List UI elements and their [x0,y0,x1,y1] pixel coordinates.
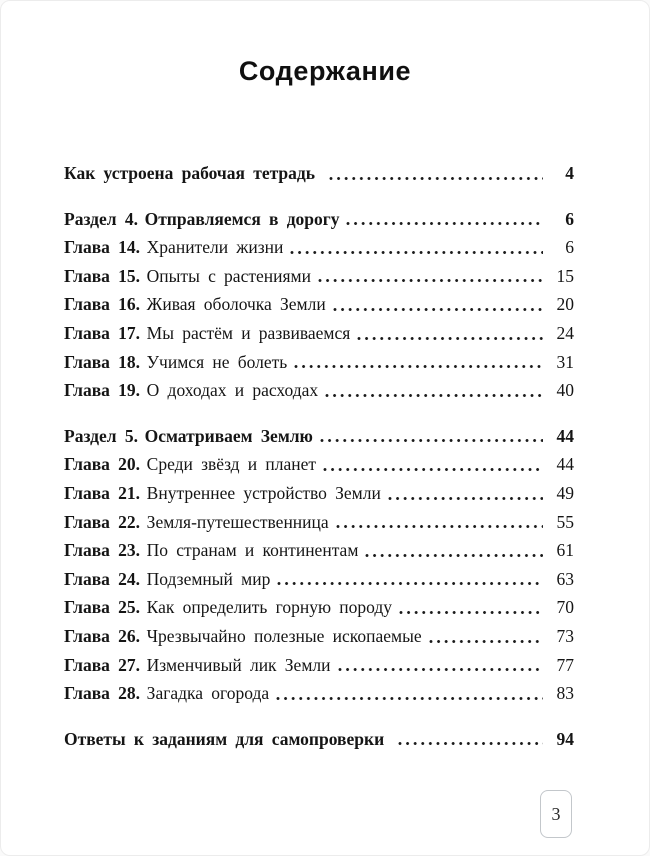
toc-entry-label: Раздел 4. [64,208,138,229]
toc-entry-page: 31 [556,351,574,372]
toc-entry-label: Глава 19. [64,380,141,401]
toc-entry-page: 6 [565,237,574,258]
toc-entry-page: 6 [565,208,574,229]
page-number-box [540,790,572,838]
toc-entry-label: Глава 18. [64,351,141,372]
toc-entry-title: Отправляемся в дорогу [144,208,340,229]
toc-entry [64,376,574,405]
toc-entry [64,348,574,377]
dot-leader [333,307,543,312]
toc-entry [64,508,574,537]
toc-entry-label: Глава 27. [64,654,141,675]
toc-entry-page: 73 [556,625,574,646]
toc-entry [64,536,574,565]
dot-leader [398,741,543,746]
toc-entry-title: Чрезвычайно полезные ископаемые [146,625,422,646]
dot-leader [329,176,543,181]
toc-entry-page: 77 [556,654,574,675]
toc-entry-title: Живая оболочка Земли [146,294,326,315]
dot-leader [320,438,543,443]
toc-entry-title: Как определить горную породу [146,597,393,618]
toc-entry-title: Подземный мир [146,568,271,589]
toc-entry-title: Опыты с растениями [146,265,311,286]
toc-entry [64,622,574,651]
page-number: 3 [551,803,561,824]
dot-leader [290,250,543,255]
toc-entry-page: 83 [556,683,574,704]
toc-entry [64,422,574,451]
toc-entry-title: Изменчивый лик Земли [146,654,331,675]
dot-leader [325,393,543,398]
toc-entry [64,205,574,234]
toc-entry-page: 63 [556,568,574,589]
dot-leader [338,667,544,672]
toc-entry-title: Среди звёзд и планет [146,454,317,475]
toc-entry-page: 61 [556,540,574,561]
toc-entry [64,679,574,708]
toc-entry [64,233,574,262]
dot-leader [357,336,543,341]
dot-leader [365,553,543,558]
toc-entry [64,479,574,508]
toc-entry-label: Глава 20. [64,454,141,475]
toc-entry [64,593,574,622]
dot-leader [388,496,543,501]
toc-entry-label: Глава 21. [64,482,141,503]
dot-leader [318,278,543,283]
dot-leader [336,524,543,529]
toc-entry-title: Хранители жизни [146,237,284,258]
toc-entry-page: 20 [556,294,574,315]
toc-entry [64,450,574,479]
toc-entry-page: 4 [565,163,574,183]
toc-entry-label: Глава 26. [64,625,141,646]
toc-entry-label: Глава 23. [64,540,141,561]
toc-entry-title: Учимся не болеть [146,351,288,372]
dot-leader [277,581,543,586]
toc-entry [64,262,574,291]
toc-entry-page: 44 [556,425,574,446]
toc-entry-label: Ответы к заданиям для самопроверки [64,728,385,749]
toc-entry-page: 44 [556,454,574,475]
table-of-contents [64,159,574,753]
toc-entry-title: Мы растём и развиваемся [146,322,351,343]
toc-entry-label: Глава 22. [64,511,141,532]
toc-entry-title: Земля-путешественница [146,511,329,532]
toc-entry-label: Раздел 5. [64,425,138,446]
toc-entry-title: О доходах и расходах [146,380,319,401]
toc-entry [64,159,574,188]
toc-entry-page: 70 [556,597,574,618]
dot-leader [323,467,543,472]
toc-entry-page: 15 [556,265,574,286]
toc-entry-page: 94 [556,728,574,749]
toc-entry-page: 24 [556,322,574,343]
toc-entry-label: Глава 16. [64,294,141,315]
dot-leader [276,696,543,701]
toc-entry [64,290,574,319]
toc-entry-label: Глава 28. [64,683,141,704]
toc-entry [64,651,574,680]
toc-entry [64,565,574,594]
toc-entry-label: Глава 25. [64,597,141,618]
toc-entry-title: Осматриваем Землю [144,425,313,446]
toc-entry-page: 49 [556,482,574,503]
dot-leader [429,639,543,644]
dot-leader [346,221,543,226]
toc-entry-title: По странам и континентам [146,540,359,561]
toc-entry-title: Внутреннее устройство Земли [146,482,381,503]
toc-entry-label: Глава 14. [64,237,141,258]
toc-entry [64,319,574,348]
toc-entry [64,725,574,754]
toc-entry-page: 40 [556,380,574,401]
toc-entry-title: Загадка огорода [146,683,270,704]
toc-entry-label: Глава 24. [64,568,141,589]
toc-entry-label: Глава 17. [64,322,141,343]
toc-entry-label: Глава 15. [64,265,141,286]
toc-entry-page: 55 [556,511,574,532]
toc-entry-label: Как устроена рабочая тетрадь [64,163,315,183]
page-title: Содержание [238,56,412,86]
dot-leader [294,364,543,369]
dot-leader [399,610,543,615]
